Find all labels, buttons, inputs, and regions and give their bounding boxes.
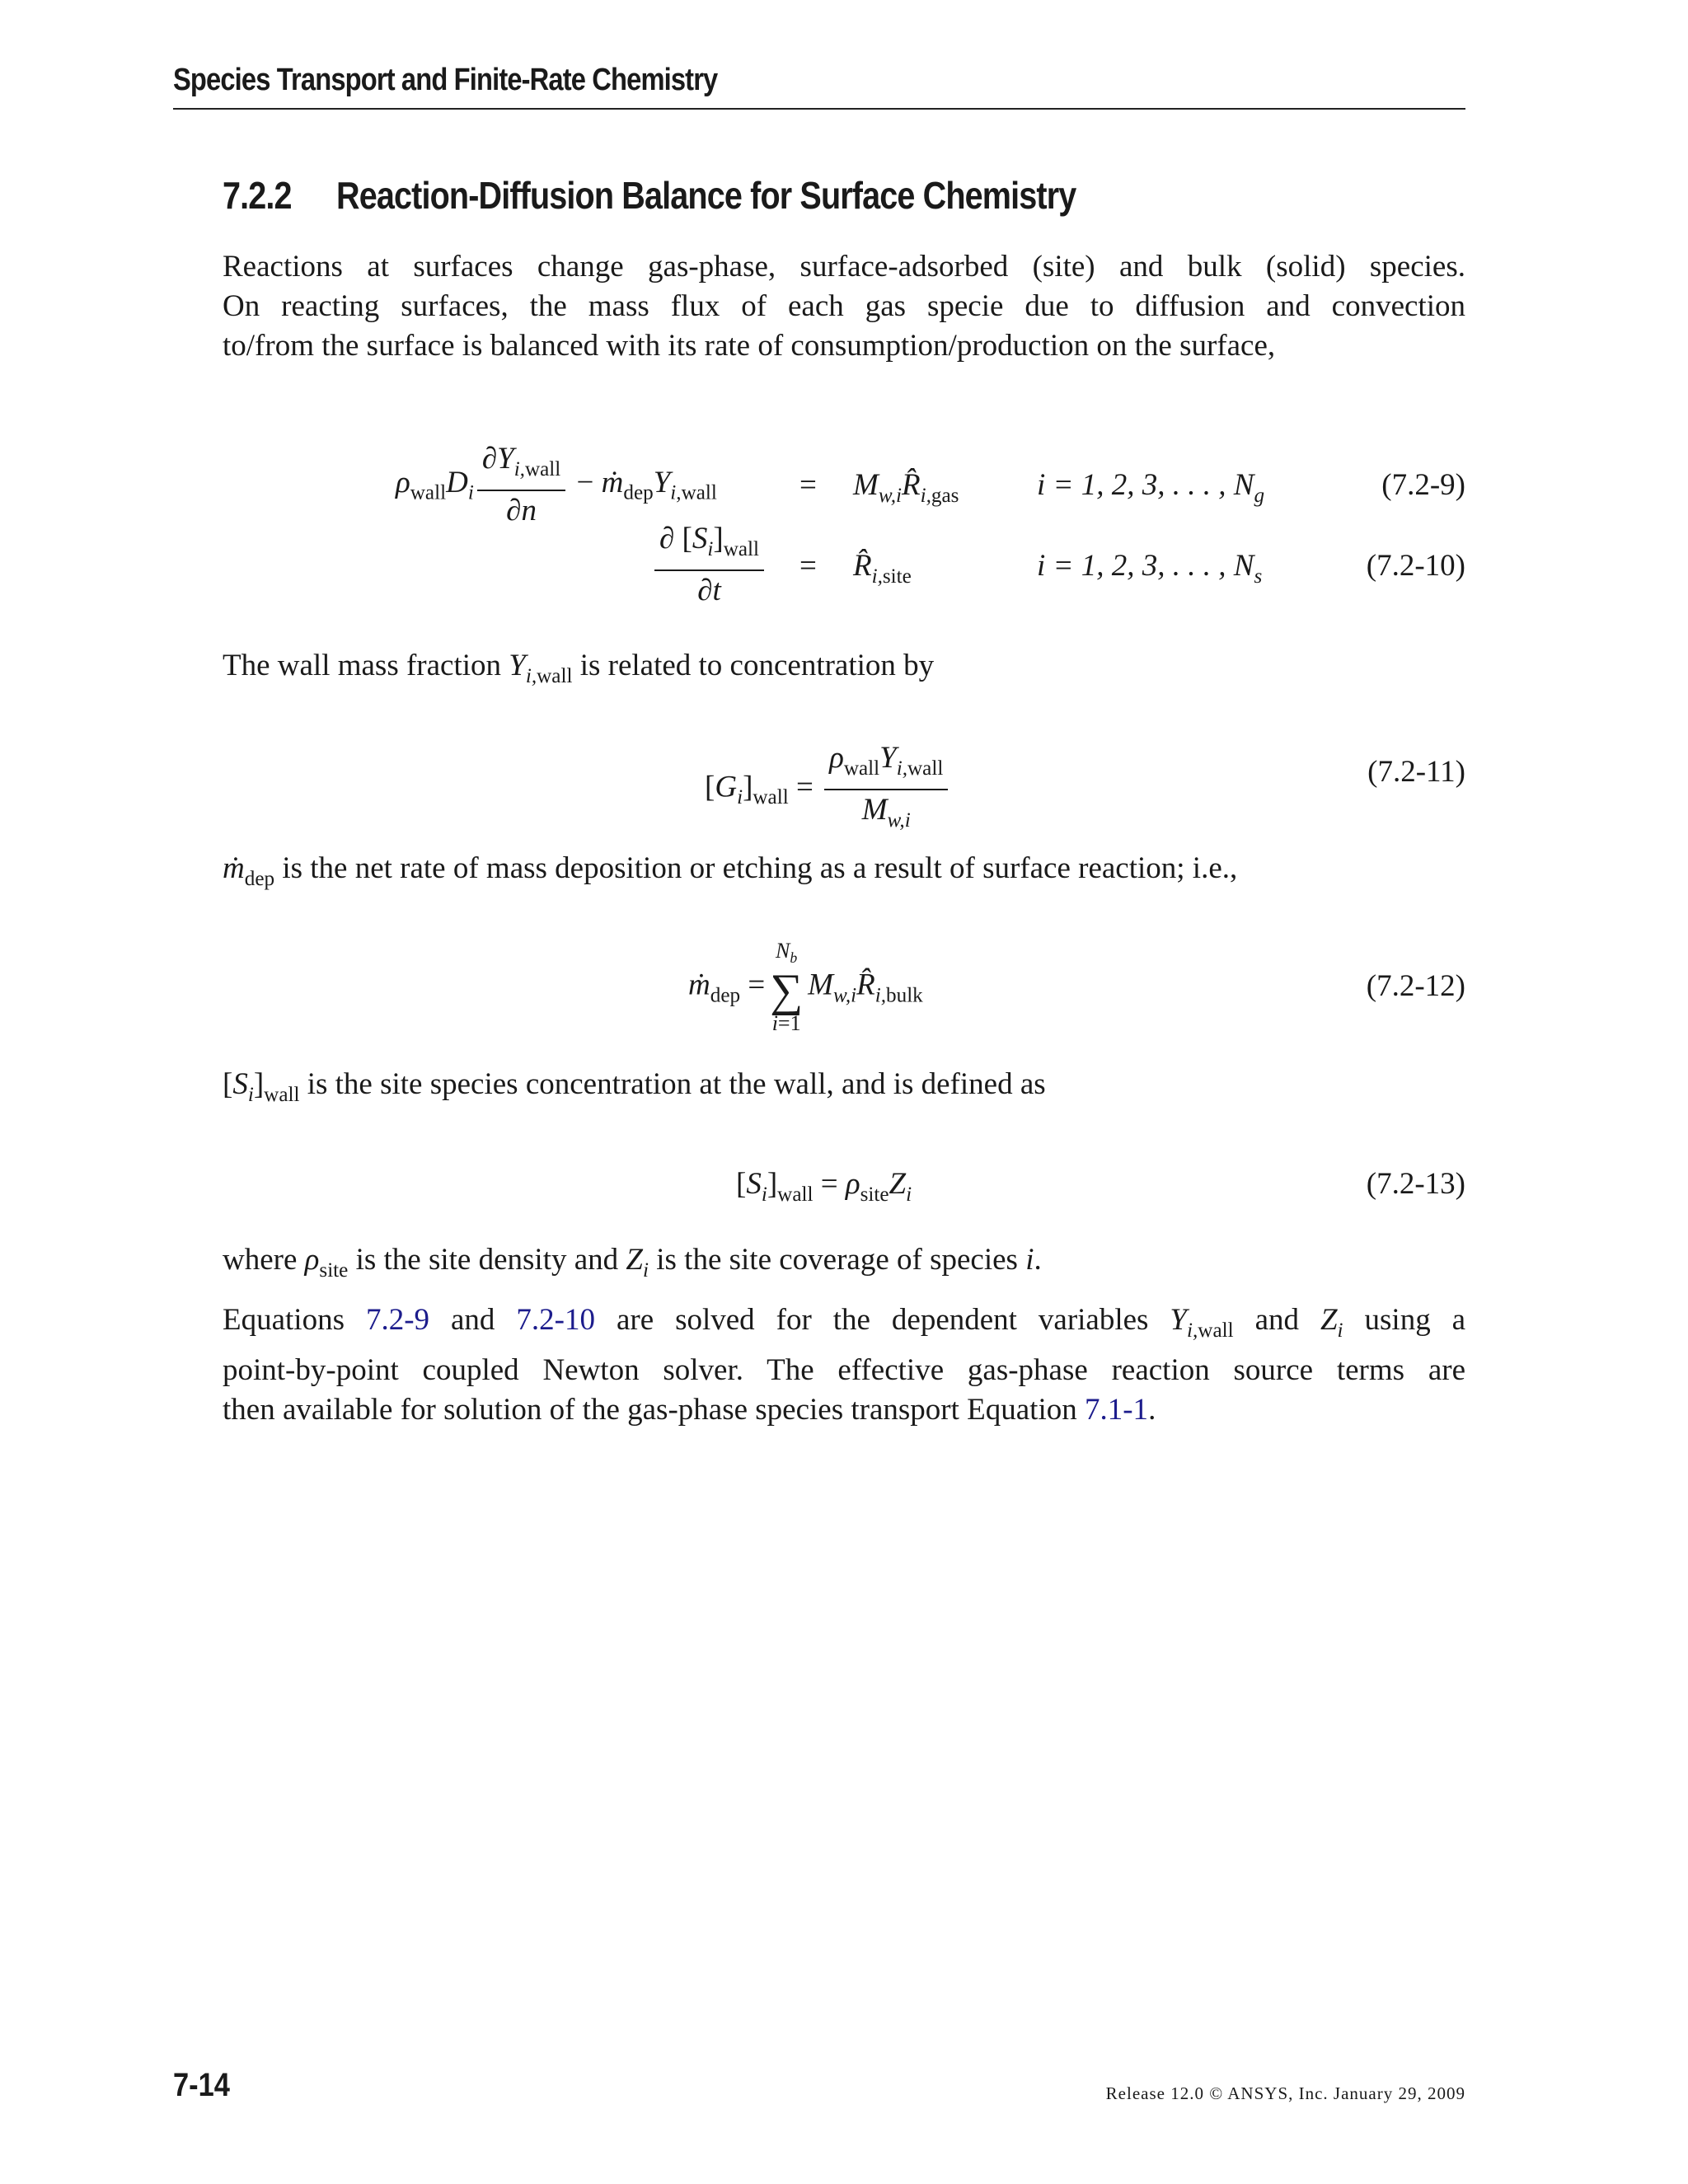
equation-7-2-12: ṁ$_{dep}$ = $N_b$ ∑ i=1 $M_{w,i}R̂_{i,bulk}$	[688, 939, 923, 1036]
section-number: 7.2.2	[223, 174, 292, 217]
link-equation-7-1-1[interactable]: 7.1-1	[1084, 1392, 1149, 1427]
equation-7-2-10-lhs: $\frac{\partial [S_i]_{wall}}{\partial t}$	[651, 521, 767, 609]
intro-line-3: to/from the surface is balanced with its rate of consumption/production on the surface,	[223, 329, 1276, 363]
final-line-2: point-by-point coupled Newton solver. The effective gas-phase reaction source terms are	[223, 1352, 1465, 1387]
equation-7-2-9-rhs: $M_{w,i}R̂_{i,gas}$	[853, 468, 959, 507]
where-sentence: where $\rho_{site}$ is the site density and $Z_i$ is the site coverage of species i.	[223, 1243, 1042, 1282]
equation-7-2-9-lhs: $\rho_{wall}D_i$ $\frac{\partial Y_{i,wall}}{\partial n}$ − $ṁ_{dep}Y_{i,wall}$	[396, 442, 717, 527]
header-rule	[173, 108, 1465, 110]
page-number: 7-14	[173, 2067, 230, 2103]
link-equation-7-2-10[interactable]: 7.2-10	[516, 1303, 595, 1337]
final-line-3: then available for solution of the gas-phase species transport Equation 7.1-1.	[223, 1392, 1156, 1427]
equation-7-2-13-number: (7.2-13)	[1366, 1167, 1465, 1201]
running-title: Species Transport and Finite-Rate Chemistry	[173, 63, 718, 97]
release-info: Release 12.0 © ANSYS, Inc. January 29, 2009	[1105, 2083, 1465, 2103]
equation-7-2-10-rhs: $R̂_{i,site}$	[853, 549, 912, 588]
equation-7-2-11-number: (7.2-11)	[1367, 755, 1465, 789]
section-title: Reaction-Diffusion Balance for Surface Chemistry	[336, 174, 1076, 217]
equation-7-2-10-number: (7.2-10)	[1366, 549, 1465, 583]
link-equation-7-2-9[interactable]: 7.2-9	[365, 1303, 430, 1337]
final-line-1: Equations 7.2-9 and 7.2-10 are solved for the dependent variables $Y_{i,wall}$ and $Z_i$ using a	[223, 1303, 1466, 1342]
equation-7-2-11: $[G_i]_{wall}$ = $\frac{\rho_{wall}Y_{i,wall}}{M_{w,i}}$	[705, 740, 951, 839]
final-paragraph	[223, 1301, 1465, 1430]
site-concentration-sentence: $[S_i]_{wall}$ is the site species concentration at the wall, and is defined as	[223, 1067, 1046, 1106]
intro-line-1: Reactions at surfaces change gas-phase, surface-adsorbed (site) and bulk (solid) species.	[223, 250, 1465, 284]
intro-paragraph	[223, 247, 1465, 366]
equation-7-2-9-range: i = 1, 2, 3, . . . , $N_g$	[1037, 468, 1265, 507]
wall-fraction-sentence: The wall mass fraction $Y_{i,wall}$ is related to concentration by	[223, 649, 935, 687]
intro-line-2: On reacting surfaces, the mass flux of each gas specie due to diffusion and convection	[223, 289, 1465, 323]
equation-7-2-9-equals: =	[799, 468, 817, 502]
equation-7-2-10-equals: =	[799, 549, 817, 583]
equation-7-2-13: $[S_i]_{wall} = \rho_{site}Z_i$	[736, 1167, 912, 1206]
equation-7-2-9-number: (7.2-9)	[1381, 468, 1465, 502]
mdep-sentence: ṁ$_{dep}$ is the net rate of mass deposition or etching as a result of surface reaction; i.e.,	[223, 851, 1238, 890]
equation-7-2-10-range: i = 1, 2, 3, . . . , $N_s$	[1037, 549, 1263, 588]
equation-7-2-12-number: (7.2-12)	[1366, 969, 1465, 1003]
